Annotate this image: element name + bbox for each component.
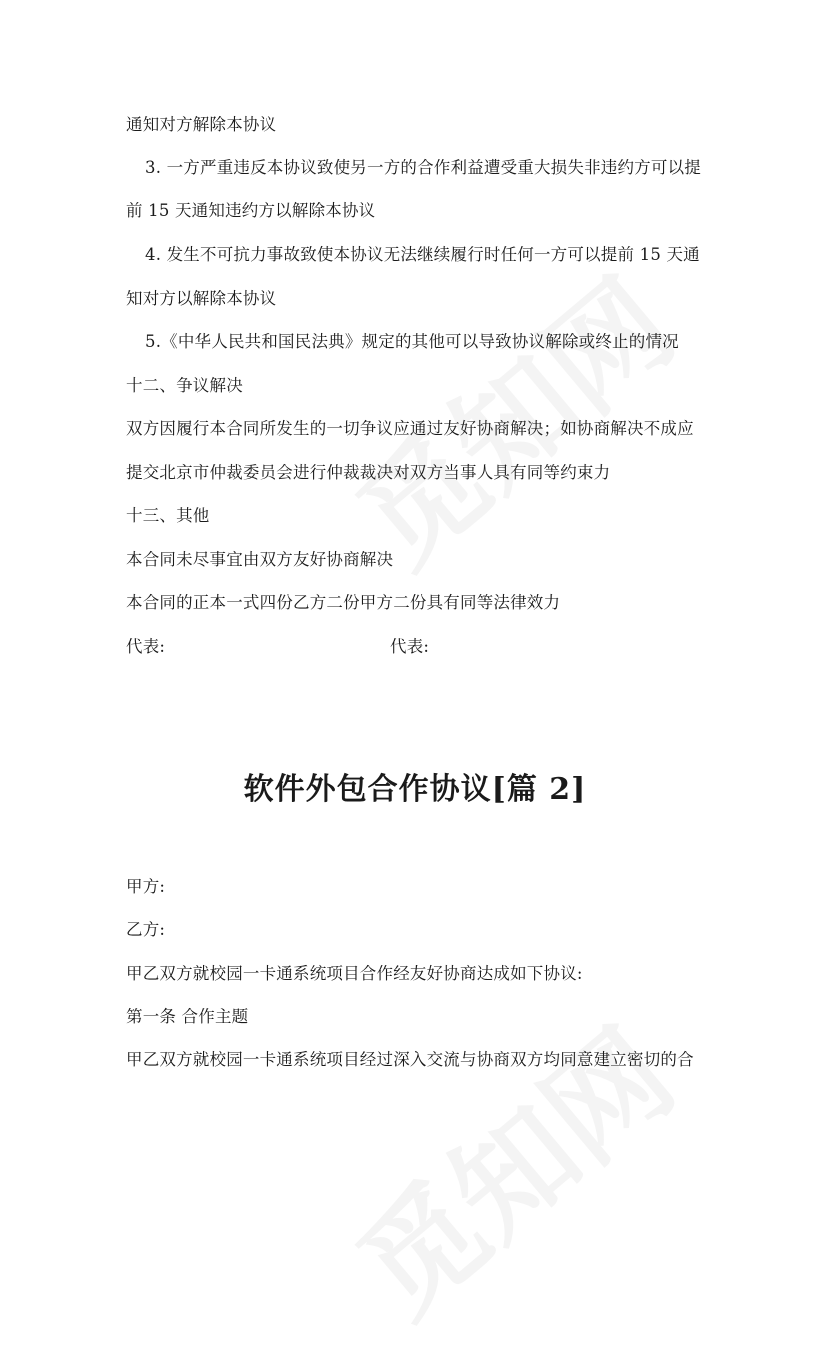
article-1-heading: 第一条 合作主题 — [126, 1007, 249, 1026]
section-12-text-line-1: 双方因履行本合同所发生的一切争议应通过友好协商解决；如协商解决不成应 — [126, 419, 694, 438]
document-title: 软件外包合作协议[篇 2] — [243, 772, 587, 807]
party-a-label: 甲方: — [126, 877, 166, 896]
section-12-text-line-2: 提交北京市仲裁委员会进行仲裁裁决对双方当事人具有同等约束力 — [126, 463, 611, 482]
clause-3-line-1: 3. 一方严重违反本协议致使另一方的合作利益遭受重大损失非违约方可以提 — [145, 158, 701, 177]
section-13-heading: 十三、其他 — [126, 506, 210, 525]
signature-left-label: 代表: — [126, 637, 166, 656]
clause-4-line-1: 4. 发生不可抗力事故致使本协议无法继续履行时任何一方可以提前 15 天通 — [145, 245, 700, 264]
section-13-text-line-1: 本合同未尽事宜由双方友好协商解决 — [126, 550, 394, 569]
article-1-text-line-1: 甲乙双方就校园一卡通系统项目经过深入交流与协商双方均同意建立密切的合 — [126, 1050, 694, 1069]
clause-5: 5.《中华人民共和国民法典》规定的其他可以导致协议解除或终止的情况 — [145, 332, 679, 351]
section-13-text-line-2: 本合同的正本一式四份乙方二份甲方二份具有同等法律效力 — [126, 593, 561, 612]
clause-3-line-2: 前 15 天通知违约方以解除本协议 — [126, 201, 376, 220]
section-12-heading: 十二、争议解决 — [126, 376, 243, 395]
signature-right-label: 代表: — [390, 637, 430, 656]
watermark-bottom — [317, 984, 703, 1347]
watermark-top — [317, 234, 703, 597]
text-line-1: 通知对方解除本协议 — [126, 115, 277, 134]
agreement-intro: 甲乙双方就校园一卡通系统项目合作经友好协商达成如下协议: — [126, 964, 583, 983]
clause-4-line-2: 知对方以解除本协议 — [126, 289, 277, 308]
party-b-label: 乙方: — [126, 920, 166, 939]
